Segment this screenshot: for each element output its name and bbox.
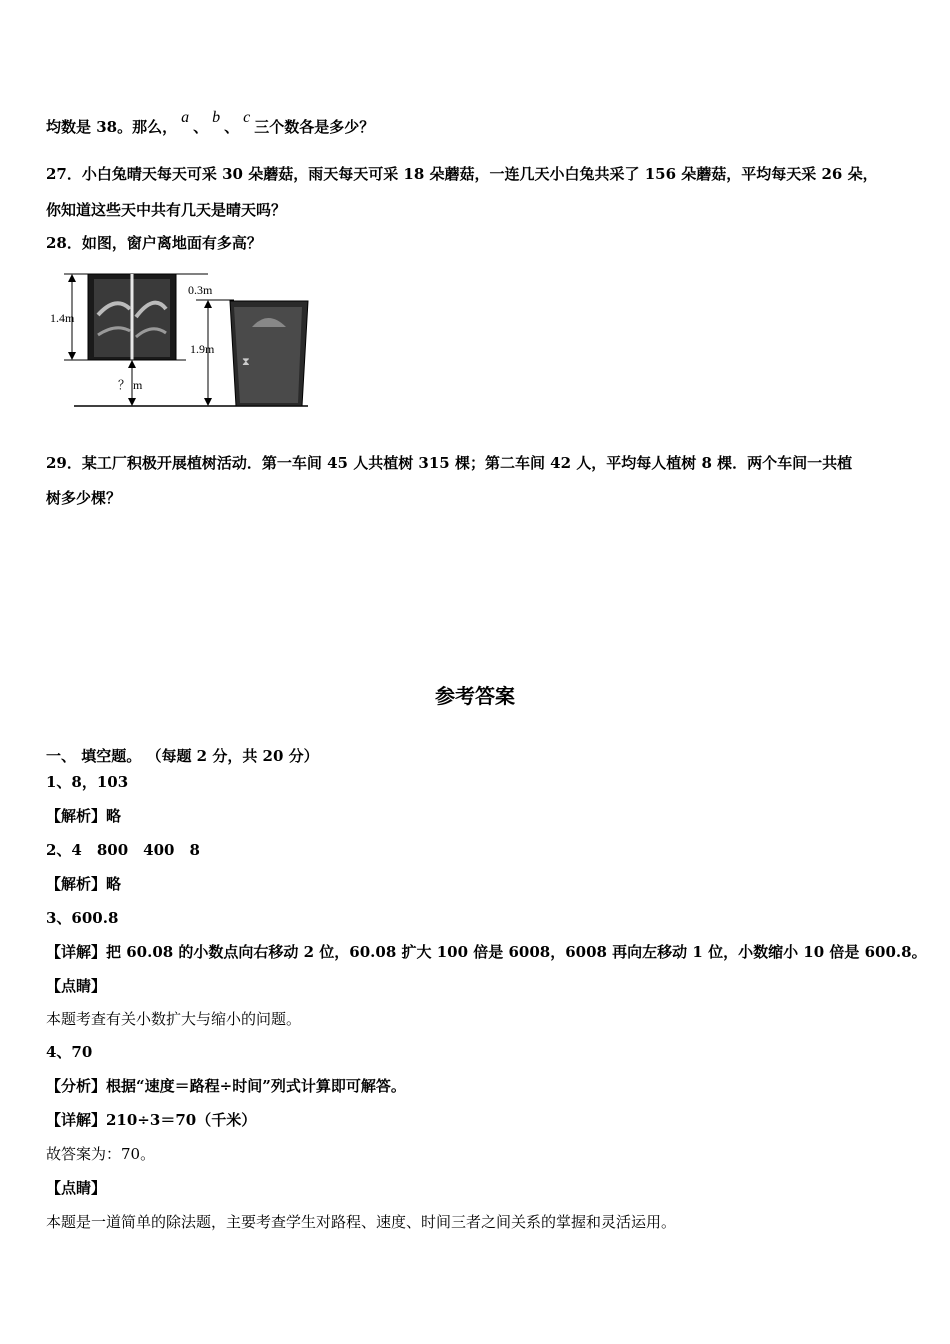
var-b: b: [212, 109, 221, 126]
q28-text: 28．如图，窗户离地面有多高？: [46, 234, 262, 252]
answer-2-analysis: 【解析】略: [46, 875, 122, 893]
label-cabinet-height: 1.9m: [190, 342, 215, 356]
q26-text-after: 三个数各是多少？: [254, 118, 375, 136]
answer-3-detail: 【详解】把 60.08 的小数点向右移动 2 位，60.08 扩大 100 倍是 6008，6008 再向左移动 1 位，小数缩小 10 倍是 600.8。: [46, 943, 927, 961]
answer-2: 2、4 800 400 8: [46, 841, 200, 859]
q27-line1: 27．小白兔晴天每天可采 30 朵蘑菇，雨天每天可采 18 朵蘑菇，一连几天小白兔共采了 156 朵蘑菇，平均每天采 26 朵，: [46, 165, 878, 183]
arrow-head: [68, 352, 76, 360]
answer-3: 3、600.8: [46, 909, 119, 927]
cabinet-mark: ⧗: [242, 355, 250, 368]
window-diagram: [46, 265, 316, 410]
section-heading: 一、 填空题。 （每题 2 分，共 20 分）: [46, 747, 319, 765]
answer-4-point: 本题是一道简单的除法题，主要考查学生对路程、速度、时间三者之间关系的掌握和灵活运用。: [46, 1213, 677, 1231]
answer-1: 1、8，103: [46, 773, 129, 791]
answer-4: 4、70: [46, 1043, 93, 1061]
answer-3-point: 本题考查有关小数扩大与缩小的问题。: [46, 1010, 302, 1028]
q26-tail-line: [46, 109, 375, 137]
answers-title: 参考答案: [435, 684, 515, 708]
q26-text-before: 均数是 38。那么，: [46, 118, 178, 136]
label-window-height: 1.4m: [50, 311, 75, 325]
answer-3-point-label: 【点睛】: [46, 977, 107, 995]
q28-figure: [46, 265, 316, 410]
arrow-head: [204, 398, 212, 406]
arrow-head: [204, 300, 212, 308]
separator: 、: [224, 118, 240, 136]
q27-line2: 你知道这些天中共有几天是晴天吗？: [46, 201, 287, 219]
arrow-head: [128, 360, 136, 368]
arrow-head: [128, 398, 136, 406]
arrow-head: [68, 274, 76, 282]
var-c: c: [243, 109, 251, 126]
separator: 、: [193, 118, 209, 136]
answer-4-detail: 【详解】210÷3＝70（千米）: [46, 1111, 257, 1129]
answer-4-point-label: 【点睛】: [46, 1179, 107, 1197]
var-a: a: [181, 109, 190, 126]
q29-line2: 树多少棵？: [46, 489, 122, 507]
answer-4-answer: 故答案为：70。: [46, 1145, 156, 1163]
label-gap: 0.3m: [188, 283, 213, 297]
label-unknown: ？ m: [118, 378, 143, 392]
answer-4-analysis: 【分析】根据“速度＝路程÷时间”列式计算即可解答。: [46, 1077, 406, 1095]
answer-1-analysis: 【解析】略: [46, 807, 122, 825]
q29-line1: 29．某工厂积极开展植树活动．第一车间 45 人共植树 315 棵；第二车间 42 人，平均每人植树 8 棵．两个车间一共植: [46, 454, 853, 472]
